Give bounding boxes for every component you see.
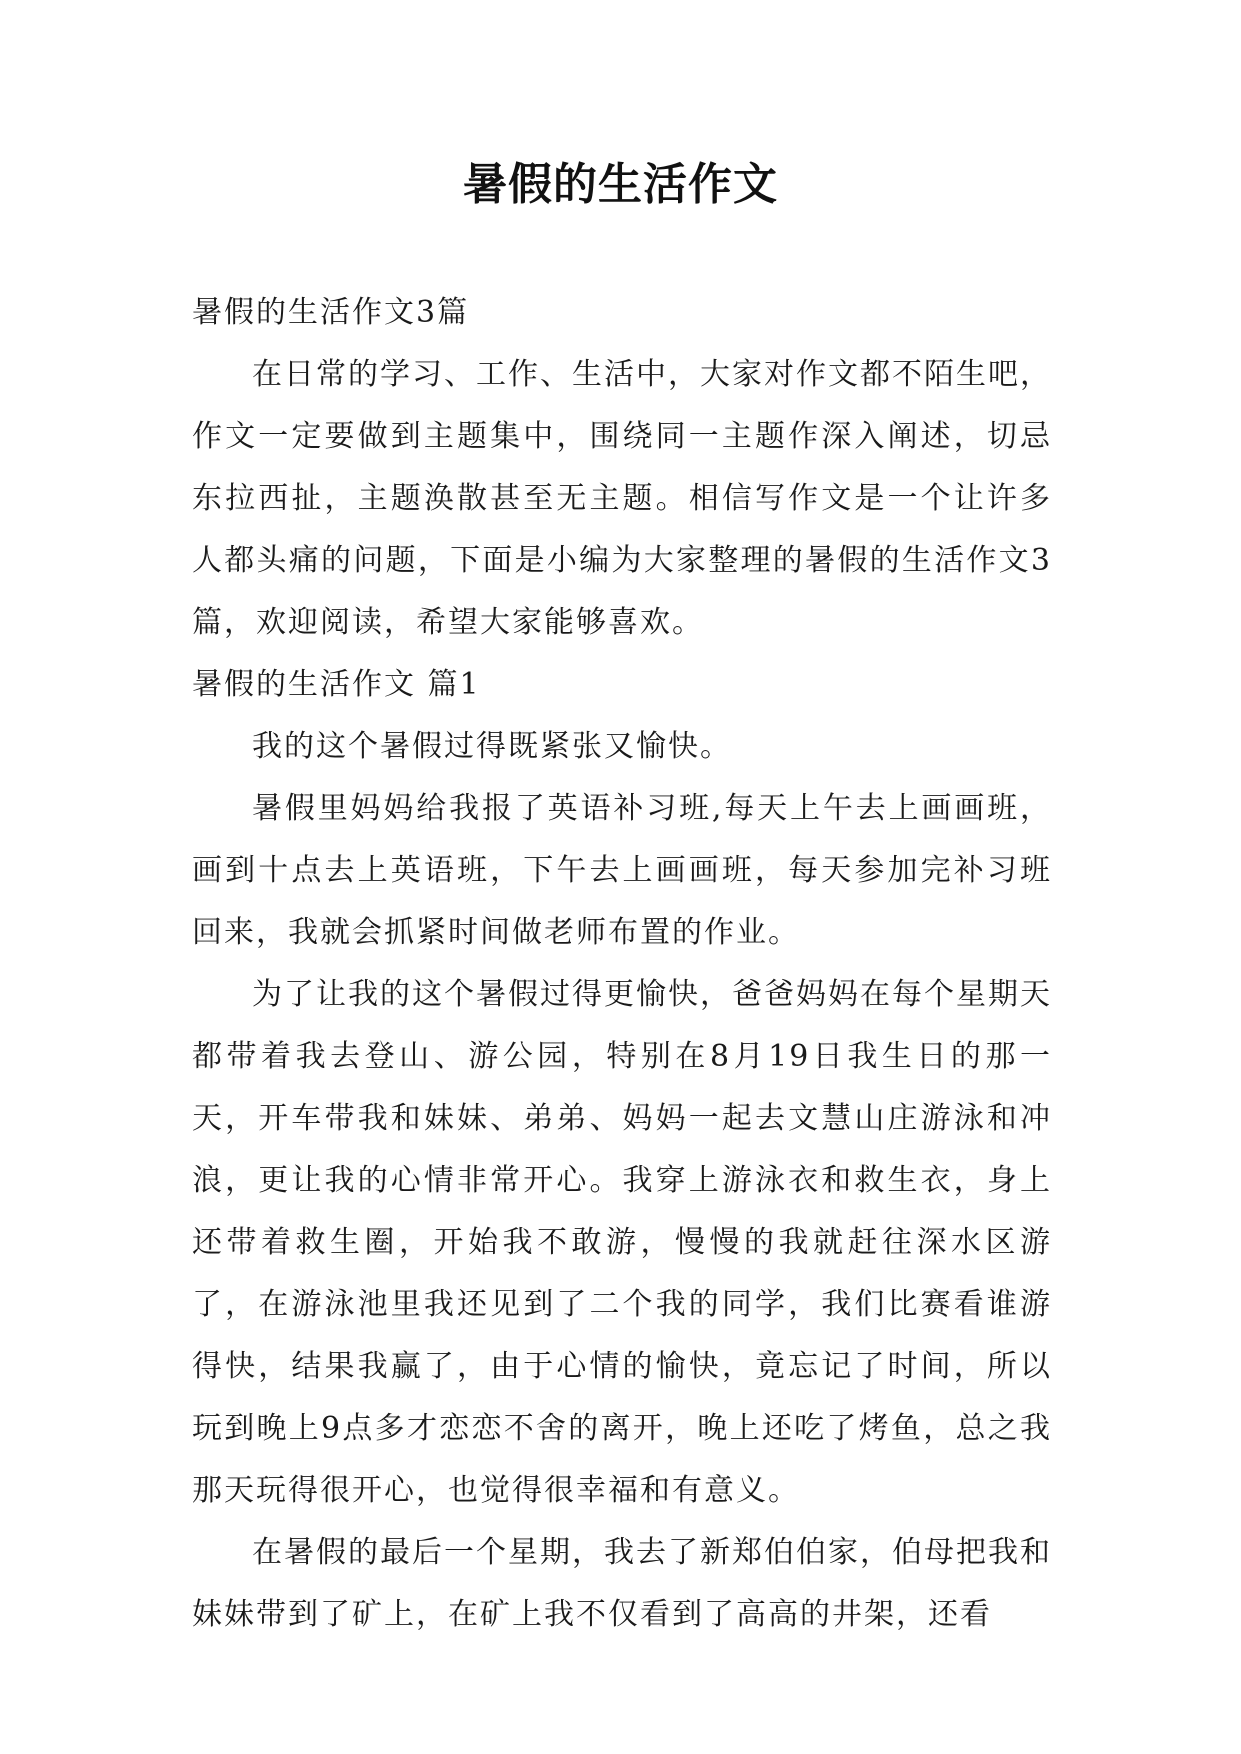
intro-paragraph: 在日常的学习、工作、生活中，大家对作文都不陌生吧，作文一定要做到主题集中，围绕同一主题作深入阐述，切忌东拉西扯，主题涣散甚至无主题。相信写作文是一个让许多人都头痛的问题，下面是小编为大家整理的暑假的生活作文3篇，欢迎阅读，希望大家能够喜欢。 [192, 357, 1052, 640]
section-heading: 暑假的生活作文 篇1 [192, 667, 481, 702]
subtitle-line: 暑假的生活作文3篇 [192, 295, 470, 330]
body-paragraph: 暑假里妈妈给我报了英语补习班,每天上午去上画画班，画到十点去上英语班，下午去上画画班，每天参加完补习班回来，我就会抓紧时间做老师布置的作业。 [192, 791, 1052, 950]
body-paragraph: 我的这个暑假过得既紧张又愉快。 [252, 729, 732, 764]
document-body [192, 282, 1052, 1646]
body-paragraph: 在暑假的最后一个星期，我去了新郑伯伯家，伯母把我和妹妹带到了矿上，在矿上我不仅看到了高高的井架，还看 [192, 1535, 1052, 1632]
document-title: 暑假的生活作文 [463, 159, 778, 210]
body-paragraph: 为了让我的这个暑假过得更愉快，爸爸妈妈在每个星期天都带着我去登山、游公园，特别在8月19日我生日的那一天，开车带我和妹妹、弟弟、妈妈一起去文慧山庄游泳和冲浪，更让我的心情非常开心。我穿上游泳衣和救生衣，身上还带着救生圈，开始我不敢游，慢慢的我就赶往深水区游了，在游泳池里我还见到了二个我的同学，我们比赛看谁游得快，结果我赢了，由于心情的愉快，竟忘记了时间，所以玩到晚上9点多才恋恋不舍的离开，晚上还吃了烤鱼，总之我那天玩得很开心，也觉得很幸福和有意义。 [192, 977, 1052, 1508]
